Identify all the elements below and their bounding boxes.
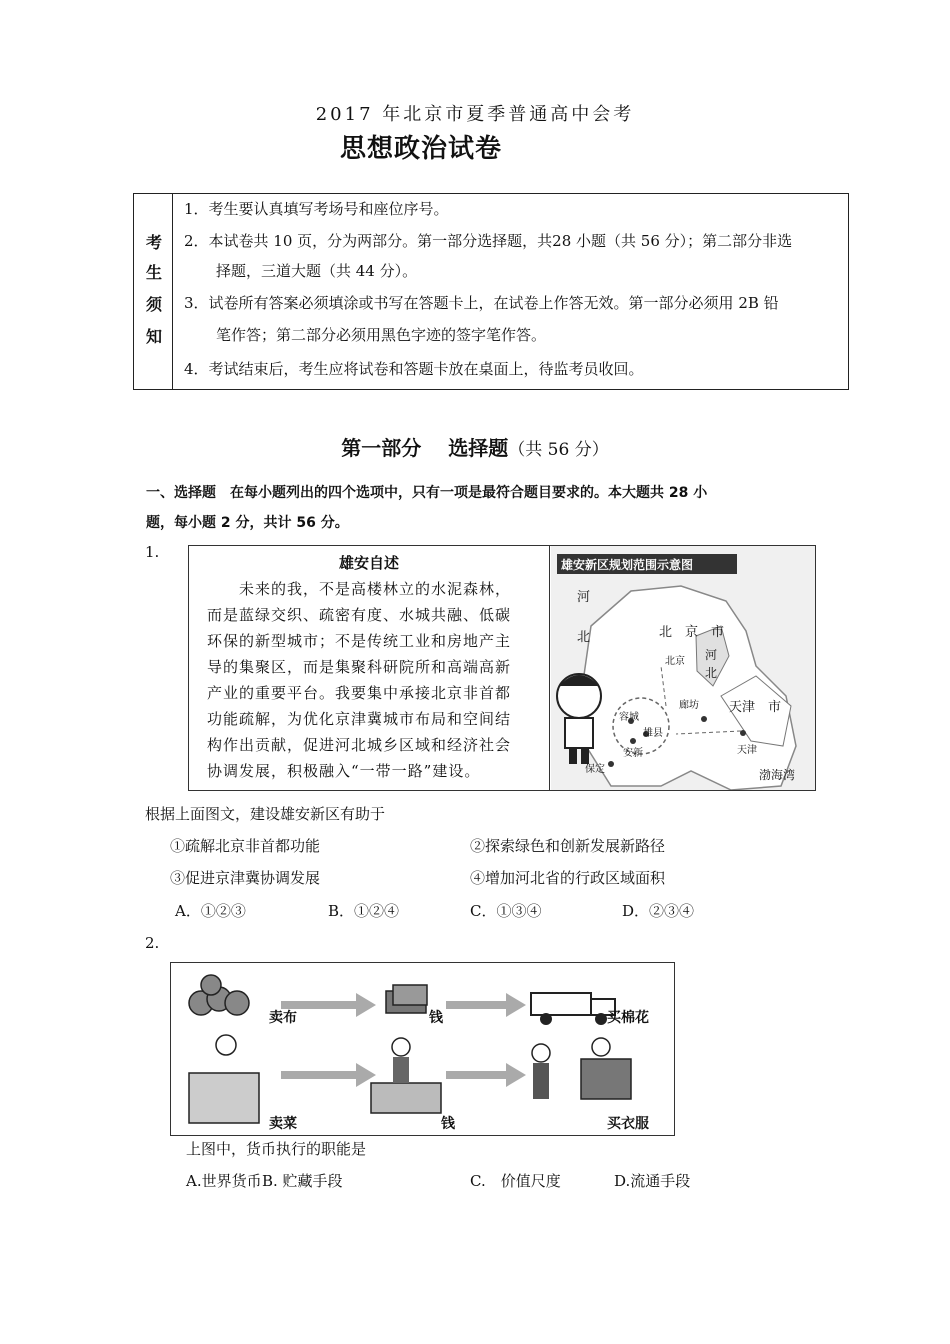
q1-statement: ③促进京津冀协调发展 [170,869,321,887]
section-title-text: 第一部分 选择题 [341,436,509,460]
q2-figure [170,962,675,1136]
map-label-he: 河 [577,590,591,605]
q1-option-d[interactable]: D．②③④ [622,902,695,920]
map-label-xiongxian: 雄县 [643,728,663,739]
map-label-tianjin: 天津 [737,745,757,756]
map-label-baoding: 保定 [585,764,605,775]
notice-label-char: 生 [146,263,163,282]
q1-text-line: 构作出贡献，促进河北城乡区域和经济社会 [207,736,512,754]
notice-label-char: 须 [146,295,163,314]
map-label-he2: 河 [705,648,718,662]
map-label-beijing: 北京 [665,656,685,667]
q2-option-d[interactable]: D.流通手段 [614,1172,691,1190]
q1-text-title: 雄安自述 [338,554,399,572]
section-title [0,432,950,461]
notice-line: 2．本试卷共 10 页，分为两部分。第一部分选择题，共28 小题（共 56 分）；第二部分非选 [184,232,793,250]
q2-label: 买棉花 [607,1010,649,1026]
notice-line: 择题，三道大题（共 44 分）。 [216,262,418,280]
q1-statement: ①疏解北京非首都功能 [170,837,321,855]
q2-option-a[interactable]: A.世界货币 [186,1172,262,1190]
q2-option-b[interactable]: B. 贮藏手段 [262,1172,343,1190]
map-label-bohai: 渤海湾 [759,768,796,782]
notice-line: 4．考试结束后，考生应将试卷和答题卡放在桌面上，待监考员收回。 [184,360,644,378]
exam-title: 2017 年北京市夏季普通高中会考 [315,104,635,125]
q2-label: 钱 [441,1116,455,1132]
map-label-rongcheng: 容城 [619,712,639,723]
q1-text-line: 环保的新型城市；不是传统工业和房地产主 [207,632,512,650]
section-instruction: 题，每小题 2 分，共计 56 分。 [146,515,349,531]
subject-title: 思想政治试卷 [340,134,503,164]
notice-box [133,193,849,390]
q1-text-line: 产业的重要平台。我要集中承接北京非首都 [207,684,512,702]
q1-text-line: 未来的我，不是高楼林立的水泥森林， [207,580,512,598]
q2-label: 卖布 [269,1010,297,1026]
map-label-bei: 北 [577,630,591,645]
xiongan-map [551,546,815,790]
q1-text-line: 协调发展，积极融入“一带一路”建设。 [207,762,481,780]
map-label-anxin: 安新 [623,748,643,759]
section-points: （共 56 分） [508,440,609,460]
q1-option-b[interactable]: B．①②④ [328,902,400,920]
q1-text-line: 功能疏解，为优化京津冀城市布局和空间结 [207,710,512,728]
map-graphic [551,546,815,790]
q1-option-c[interactable]: C．①③④ [470,902,542,920]
notice-label [134,194,173,389]
question-number: 2. [145,934,160,952]
q1-stem: 根据上面图文，建设雄安新区有助于 [145,805,386,823]
q2-label: 买衣服 [607,1116,649,1132]
q1-option-a[interactable]: A．①②③ [175,902,246,920]
section-instruction: 一、选择题 在每小题列出的四个选项中，只有一项是最符合题目要求的。本大题共 28 小 [146,485,708,501]
q1-figure [188,545,816,791]
q2-label: 钱 [429,1010,443,1026]
map-label-bei2: 北 [705,666,718,680]
notice-label-char: 知 [146,327,163,346]
q2-label: 卖菜 [269,1116,297,1132]
map-label-langfang: 廊坊 [679,700,699,711]
q2-stem: 上图中，货币执行的职能是 [186,1140,367,1158]
notice-line: 笔作答；第二部分必须用黑色字迹的签字笔作答。 [216,326,547,344]
notice-label-char: 考 [146,233,163,252]
map-label-tianjin-shi: 天津 市 [729,700,782,715]
map-label-beijing-shi: 北 京 市 [659,625,725,640]
map-title: 雄安新区规划范围示意图 [561,558,694,572]
question-number: 1. [145,543,160,561]
q1-text-panel [189,546,550,790]
q2-illustration [171,963,674,1135]
q2-option-c[interactable]: C. 价值尺度 [470,1172,561,1190]
notice-line: 1．考生要认真填写考场号和座位序号。 [184,200,449,218]
notice-line: 3．试卷所有答案必须填涂或书写在答题卡上，在试卷上作答无效。第一部分必须用 2B 铅 [184,294,779,312]
q1-text-line: 而是蓝绿交织、疏密有度、水城共融、低碳 [207,606,512,624]
q1-statement: ④增加河北省的行政区域面积 [470,869,666,887]
q1-text-line: 导的集聚区，而是集聚科研院所和高端高新 [207,658,512,676]
q1-statement: ②探索绿色和创新发展新路径 [470,837,666,855]
